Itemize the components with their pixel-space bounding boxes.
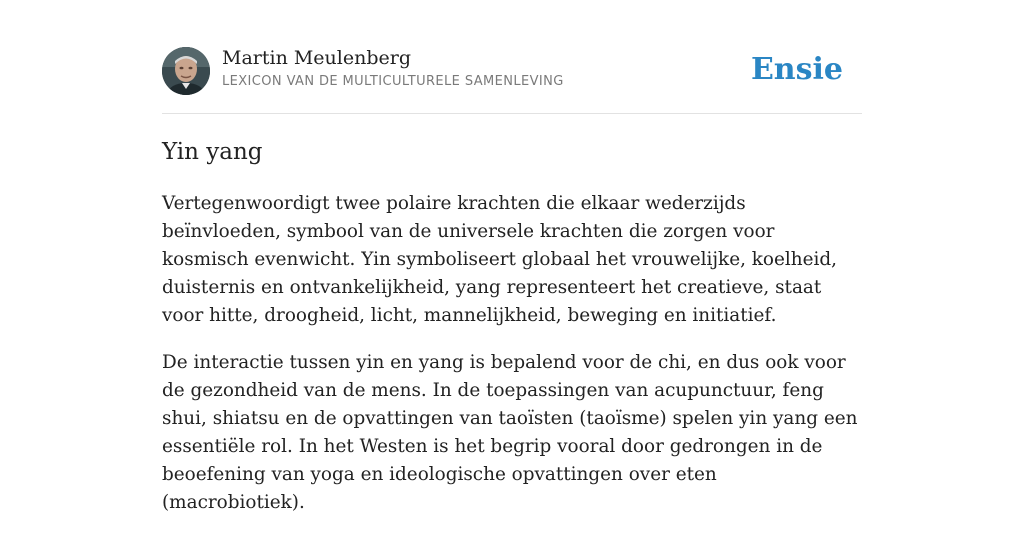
ensie-logo[interactable]: Ensie — [750, 52, 843, 87]
author-name[interactable]: Martin Meulenberg — [222, 47, 411, 69]
paragraph: Vertegenwoordigt twee polaire krachten die elkaar wederzijds beïnvloeden, symbool van de universele krachten die zorgen voor kosmisch evenwicht. Yin symboliseert globaal het vrouwelijke, koelheid, duisternis en ontvankelijkheid, yang representeert het creatieve, staat voor hitte, droogheid, licht, mannelijkheid, beweging en initiatief. — [162, 193, 837, 326]
page — [162, 0, 862, 512]
author-header — [162, 46, 862, 96]
avatar[interactable] — [162, 47, 210, 95]
collection-name[interactable]: LEXICON VAN DE MULTICULTURELE SAMENLEVING — [222, 74, 564, 89]
page-title: Yin yang — [162, 139, 263, 165]
article-body — [162, 190, 862, 536]
header-divider — [162, 113, 862, 114]
paragraph: De interactie tussen yin en yang is bepalend voor de chi, en dus ook voor de gezondheid van de mens. In de toepassingen van acupunctuur, feng shui, shiatsu en de opvattingen van taoïsten (taoïsme) spelen yin yang een essentiële rol. In het Westen is het begrip vooral door gedrongen in de beoefening van yoga en ideologische opvattingen over eten (macrobiotiek). — [162, 352, 858, 513]
author-photo-icon — [162, 47, 210, 95]
